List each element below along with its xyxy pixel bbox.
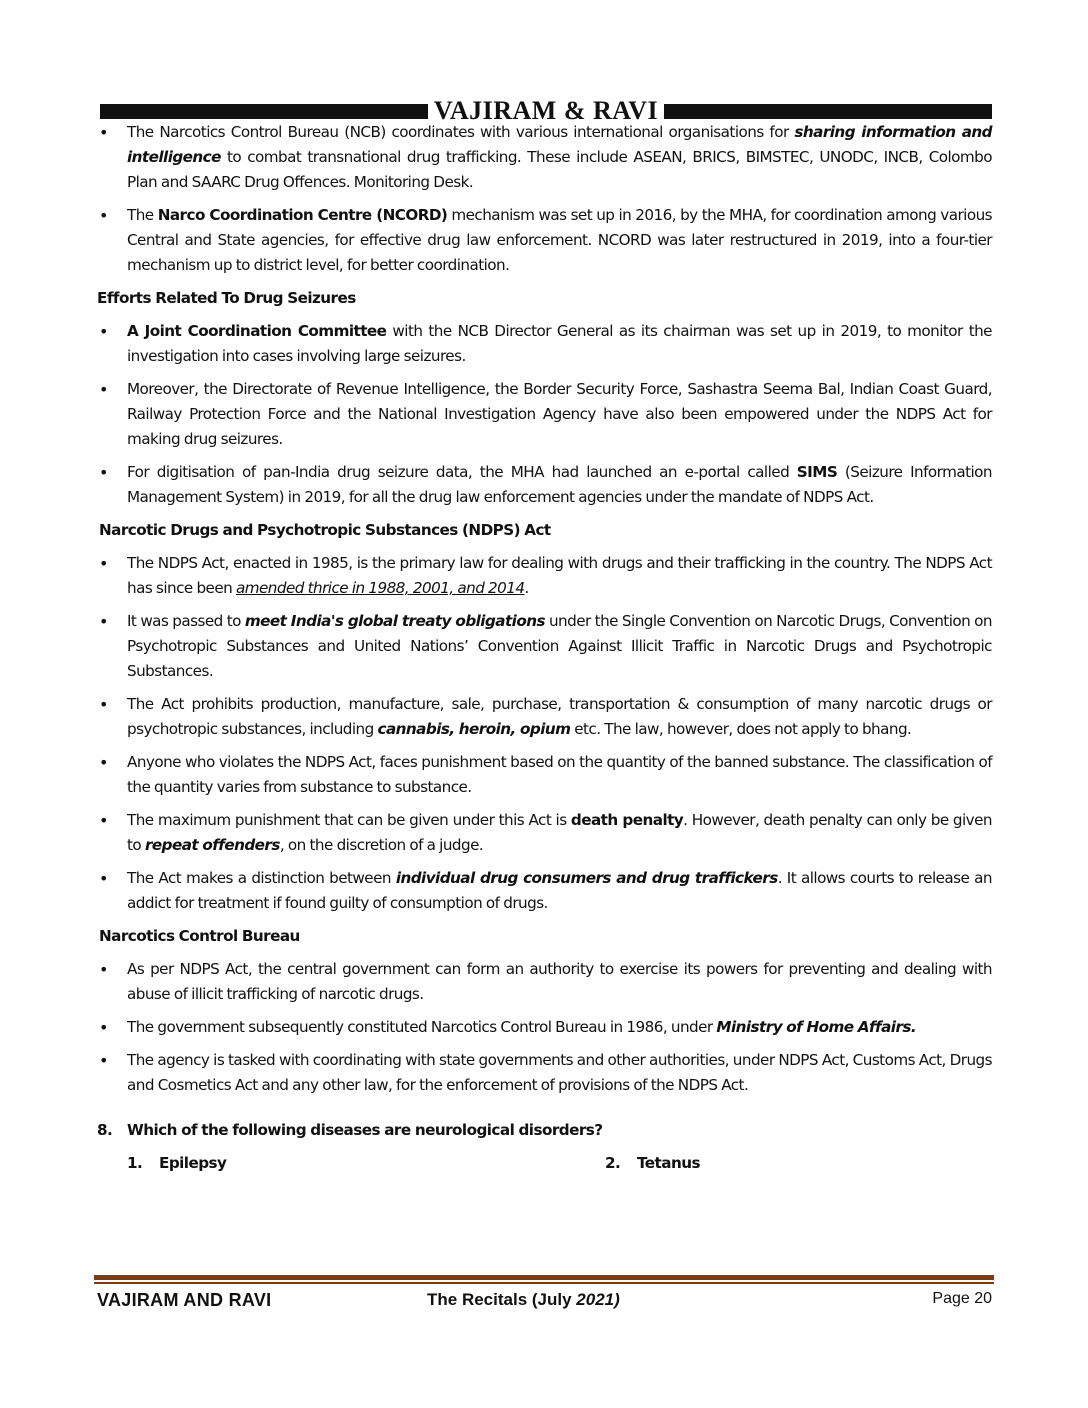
- page-number: Page 20: [932, 1290, 992, 1307]
- page-footer: [97, 1290, 992, 1314]
- list-item: • The government subsequently constituted Narcotics Control Bureau in 1986, under Ministry of Home Affairs.: [97, 1015, 992, 1040]
- intro-list: [97, 120, 992, 278]
- emphasis: A Joint Coordination Committee: [127, 322, 387, 340]
- list-item: • The Act makes a distinction between individual drug consumers and drug traffickers. It allows courts to release an addict for treatment if found guilty of consumption of drugs.: [97, 866, 992, 916]
- option-1: 1. Epilepsy: [127, 1154, 227, 1172]
- emphasis: repeat offenders: [144, 836, 280, 854]
- footer-divider: [94, 1275, 994, 1284]
- footer-brand: VAJIRAM AND RAVI: [97, 1290, 272, 1310]
- footer-publication: The Recitals (July 2021): [427, 1290, 620, 1309]
- list-item: • The maximum punishment that can be given under this Act is death penalty. However, death penalty can only be given to repeat offenders, on the discretion of a judge.: [97, 808, 992, 858]
- question-options: [97, 1151, 992, 1176]
- list-item: • A Joint Coordination Committee with the NCB Director General as its chairman was set up in 2019, to monitor the investigation into cases involving large seizures.: [97, 319, 992, 369]
- emphasis: individual drug consumers and drug traffickers: [395, 869, 778, 887]
- page-header: [100, 96, 992, 125]
- emphasis: meet India's global treaty obligations: [244, 612, 545, 630]
- section-heading-ndps: Narcotic Drugs and Psychotropic Substances (NDPS) Act: [99, 521, 551, 539]
- list-item: • It was passed to meet India's global treaty obligations under the Single Convention on Narcotic Drugs, Convention on Psychotropic Substances and United Nations’ Convention Against Illicit Traffic in Narcotic Drugs and Psychotropic Substances.: [97, 609, 992, 684]
- ncb-list: [97, 957, 992, 1098]
- list-item: • Moreover, the Directorate of Revenue Intelligence, the Border Security Force, Sashastra Seema Bal, Indian Coast Guard, Railway Protection Force and the National Investigation Agency have also been empowered under the NDPS Act for making drug seizures.: [97, 377, 992, 452]
- emphasis: Narco Coordination Centre (NCORD): [157, 206, 448, 224]
- list-item: • The NDPS Act, enacted in 1985, is the primary law for dealing with drugs and their trafficking in the country. The NDPS Act has since been amended thrice in 1988, 2001, and 2014.: [97, 551, 992, 601]
- list-item: • The Narco Coordination Centre (NCORD) mechanism was set up in 2016, by the MHA, for coordination among various Central and State agencies, for effective drug law enforcement. NCORD was later restructured in 2019, into a four-tier mechanism up to district level, for better coordination.: [97, 203, 992, 278]
- list-item: • The agency is tasked with coordinating with state governments and other authorities, under NDPS Act, Customs Act, Drugs and Cosmetics Act and any other law, for the enforcement of provisions of the NDPS Act.: [97, 1048, 992, 1098]
- question-text: Which of the following diseases are neurological disorders?: [127, 1121, 603, 1139]
- emphasis: SIMS: [796, 463, 838, 481]
- emphasis: cannabis, heroin, opium: [377, 720, 571, 738]
- list-item: • The Narcotics Control Bureau (NCB) coordinates with various international organisations for sharing information and intelligence to combat transnational drug trafficking. These include ASEAN, BRICS, BIMSTEC, UNODC, INCB, Colombo Plan and SAARC Drug Offences. Monitoring Desk.: [97, 120, 992, 195]
- header-title: VAJIRAM & RAVI: [433, 96, 659, 125]
- emphasis: amended thrice in 1988, 2001, and 2014: [235, 579, 525, 597]
- list-item: • For digitisation of pan-India drug seizure data, the MHA had launched an e-portal called SIMS (Seizure Information Management System) in 2019, for all the drug law enforcement agencies under the mandate of NDPS Act.: [97, 460, 992, 510]
- section-heading-seizures: Efforts Related To Drug Seizures: [97, 289, 356, 307]
- question-number: 8.: [97, 1121, 113, 1139]
- emphasis: death penalty: [570, 811, 684, 829]
- question: [97, 1118, 992, 1143]
- section-heading-ncb: Narcotics Control Bureau: [99, 927, 300, 945]
- ndps-list: [97, 551, 992, 916]
- list-item: • The Act prohibits production, manufacture, sale, purchase, transportation & consumption of many narcotic drugs or psychotropic substances, including cannabis, heroin, opium etc. The law, however, does not apply to bhang.: [97, 692, 992, 742]
- emphasis: sharing information and intelligence: [127, 123, 992, 166]
- header-bar-right: [664, 104, 992, 119]
- emphasis: Ministry of Home Affairs.: [716, 1018, 917, 1036]
- header-bar-left: [100, 104, 428, 119]
- list-item: • As per NDPS Act, the central government can form an authority to exercise its powers for preventing and dealing with abuse of illicit trafficking of narcotic drugs.: [97, 957, 992, 1007]
- seizures-list: [97, 319, 992, 510]
- option-2: 2. Tetanus: [605, 1154, 700, 1172]
- list-item: • Anyone who violates the NDPS Act, faces punishment based on the quantity of the banned substance. The classification of the quantity varies from substance to substance.: [97, 750, 992, 800]
- page-content: [97, 120, 992, 1176]
